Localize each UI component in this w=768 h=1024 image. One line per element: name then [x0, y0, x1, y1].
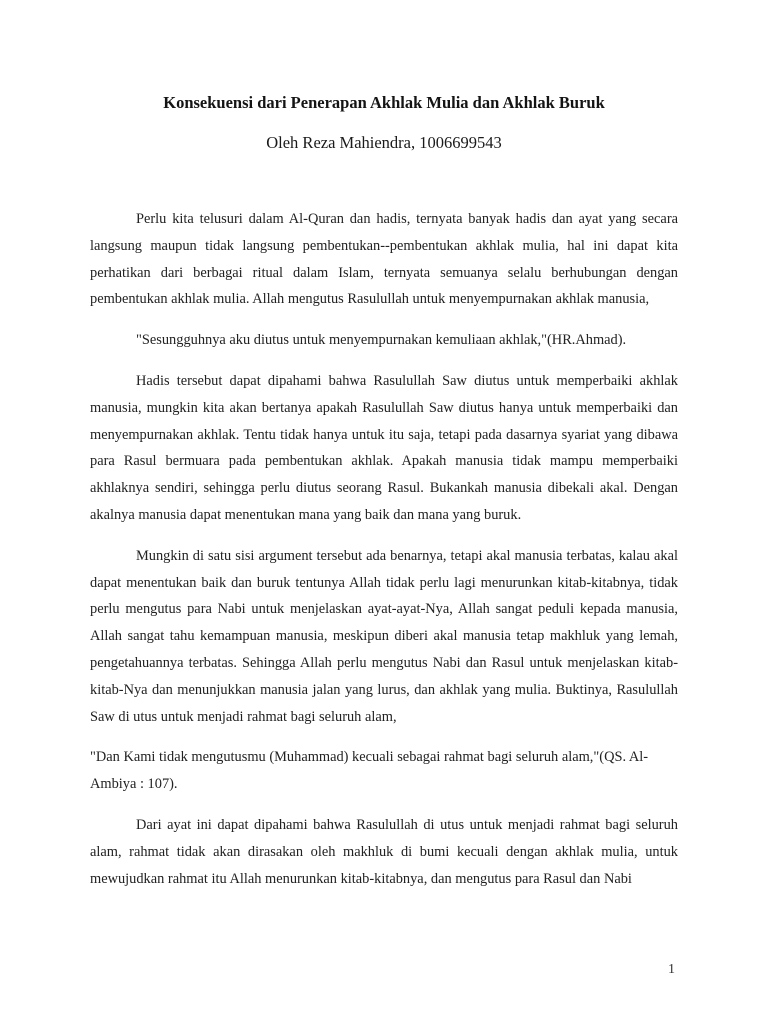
paragraph-gap [90, 730, 678, 744]
document-title: Konsekuensi dari Penerapan Akhlak Mulia dan Akhlak Buruk [163, 93, 605, 112]
paragraph-3: Mungkin di satu sisi argument tersebut ada benarnya, tetapi akal manusia terbatas, kalau akal dapat menentukan baik dan buruk tentunya Allah tidak perlu lagi menurunkan kitab-kitabnya, tidak perlu mengutus para Nabi untuk menjelaskan ayat-ayat-Nya, Allah sangat peduli kepada manusia, Allah sangat tahu kemampuan manusia, meskipun diberi akal manusia tetap makhluk yang lemah, pengetahuannya terbatas. Sehingga Allah perlu mengutus Nabi dan Rasul untuk menjelaskan kitab-kitab-Nya dan menunjukkan manusia jalan yang lurus, dan akhlak yang mulia. Buktinya, Rasulullah Saw di utus untuk menjadi rahmat bagi seluruh alam, [90, 547, 678, 725]
paragraph-1: Perlu kita telusuri dalam Al-Quran dan hadis, ternyata banyak hadis dan ayat yang secara langsung maupun tidak langsung pembentukan--pembentukan akhlak mulia, hal ini dapat kita perhatikan dari berbagai ritual dalam Islam, ternyata semuanya selalu berhubungan dengan pembentukan akhlak mulia. Allah mengutus Rasulullah untuk menyempurnakan akhlak manusia, [90, 211, 678, 308]
quran-quote: "Dan Kami tidak mengutusmu (Muhammad) kecuali sebagai rahmat bagi seluruh alam,"(QS. Al-Ambiya : 107). [90, 749, 649, 793]
paragraph-gap [90, 798, 678, 812]
document-author: Oleh Reza Mahiendra, 1006699543 [266, 133, 502, 152]
paragraph-2: Hadis tersebut dapat dipahami bahwa Rasulullah Saw diutus untuk memperbaiki akhlak manusia, mungkin kita akan bertanya apakah Rasulullah Saw diutus hanya untuk memperbaiki dan menyempurnakan akhlak. Tentu tidak hanya untuk itu saja, tetapi pada dasarnya syariat yang dibawa para Rasul bermuara pada pembentukan akhlak. Apakah manusia tidak mampu memperbaiki akhlaknya sendiri, sehingga perlu diutus seorang Rasul. Bukankah manusia dibekali akal. Dengan akalnya manusia dapat menentukan mana yang baik dan mana yang buruk. [90, 372, 678, 523]
paragraph-gap [90, 313, 678, 327]
page-number: 1 [668, 962, 675, 977]
paragraph-gap [90, 529, 678, 543]
paragraph-4: Dari ayat ini dapat dipahami bahwa Rasulullah di utus untuk menjadi rahmat bagi seluruh alam, rahmat tidak akan dirasakan oleh makhluk di bumi kecuali dengan akhlak mulia, untuk mewujudkan rahmat itu Allah menurunkan kitab-kitabnya, dan mengutus para Rasul dan Nabi [90, 816, 678, 887]
hadith-quote: "Sesungguhnya aku diutus untuk menyempurnakan kemuliaan akhlak,"(HR.Ahmad). [136, 332, 627, 349]
paragraph-gap [90, 354, 678, 368]
document-body [90, 206, 678, 892]
